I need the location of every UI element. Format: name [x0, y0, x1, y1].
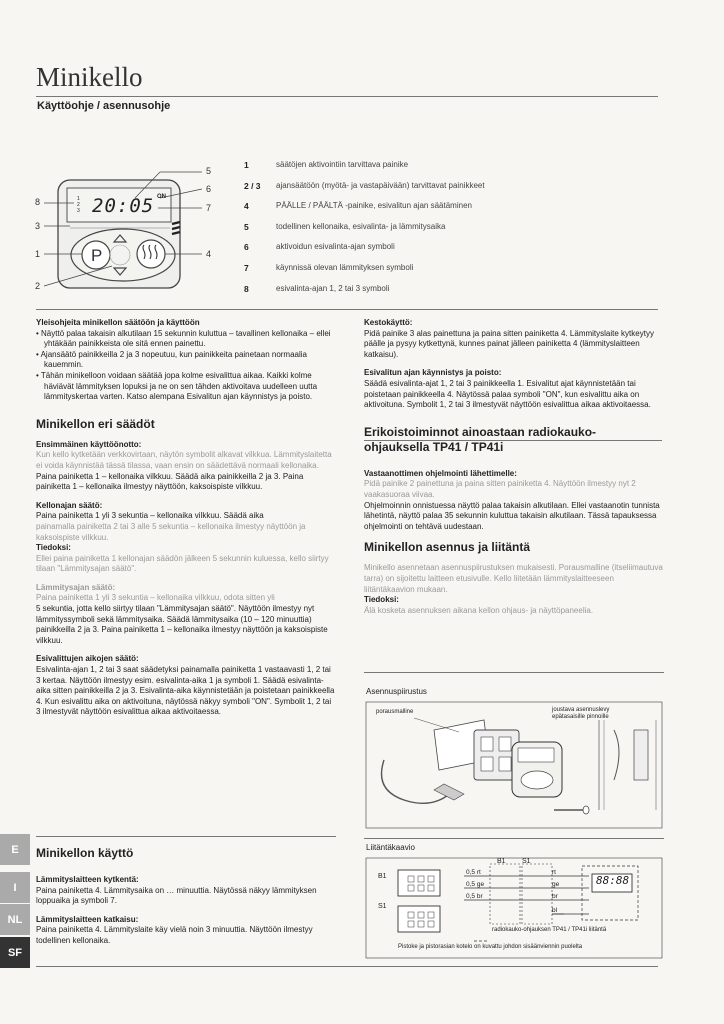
install-note-heading: Tiedoksi:	[364, 595, 399, 605]
legend-row	[244, 201, 574, 222]
legend-number: 8	[244, 283, 249, 294]
preset-heading: Esivalittujen aikojen säätö:	[36, 654, 139, 664]
receiver-faint: Pidä painike 2 painettuna ja paina sitten painiketta 4. Näyttöön ilmestyy nyt 2 vaakasuoraa viivaa.	[364, 479, 636, 499]
wire-color: rt	[552, 869, 556, 876]
header-rule	[36, 96, 658, 97]
wire-color: ge	[552, 881, 560, 888]
general-bullet-text: Ajansäätö painikkeilla 2 ja 3 nopeutuu, kun painikkeita painetaan normaalia kauemmin.	[40, 349, 307, 370]
preset-text: Esivalinta-ajan 1, 2 tai 3 saat säädetyksi painamalla painiketta 1 vastaavasti 1, 2 tai 3 kertaa. Näyttöön ilmestyy esim. esivalinta-aika 1 ja symboli 1. Säädä esivalinta-aika sitten painikkeilla 2 ja 3. Esivalinta-aika käynnistetään ja poistetaan painikkeella 4. Kun esivalittu aika on aktivoituna, näytössä näkyy symboli "ON". Symbolit 1, 2 tai 3 ilmestyvät näyttöön esivalittua aikaa aktivoitaessa.	[36, 665, 335, 717]
start-text: Säädä esivalinta-ajat 1, 2 tai 3 painikkeella 1. Esivalitut ajat käynnistetään tai poistetaan painikkeella 4. Näytössä palaa symboli "ON", kun esivalittu aika on aktivoituna. Symbolit 1, 2 tai 3 ilmestyvät näyttöön esivalittua aikaa aktivoitaessa.	[364, 378, 651, 410]
legend-text: käynnissä olevan lämmityksen symboli	[276, 262, 414, 272]
legend-number: 7	[244, 262, 249, 273]
clock-note-heading: Tiedoksi:	[36, 543, 71, 553]
right-column	[364, 318, 664, 616]
legend-row	[244, 242, 574, 263]
wiring-s1-label: S1	[378, 903, 387, 910]
wire-label: 0,5 rt	[466, 869, 481, 876]
page-title: Minikello	[36, 62, 143, 92]
display-time: 20:05	[92, 195, 155, 217]
figure-legend	[244, 160, 574, 304]
legend-row	[244, 222, 574, 243]
drawing-title: Asennuspiirustus	[366, 687, 427, 696]
general-bullet: • Tähän minikelloon voidaan säätää jopa kolme esivalittua aikaa. Kaikki kolme häviävät lämmityksen lopuksi ja ne on sen tähden aktivoitava uudelleen uutta lämmityskertaa varten. Katso alempana Esivalitun ajan käynnistys ja poisto.	[36, 370, 318, 402]
callout-4: 4	[206, 249, 212, 259]
left-column	[36, 318, 336, 718]
section-rule	[36, 309, 658, 310]
install-heading: Minikellon asennus ja liitäntä	[364, 540, 531, 555]
language-tab-nl[interactable]: NL	[0, 904, 30, 935]
legend-row	[244, 181, 574, 202]
language-tab-e[interactable]: E	[0, 834, 30, 865]
wiring-display: 88:88	[596, 874, 630, 887]
display-on-label: ON	[157, 194, 166, 200]
special-heading: Erikoistoiminnot ainoastaan radiokauko-ohjauksella TP41 / TP41i	[364, 424, 597, 454]
legend-row	[244, 160, 574, 181]
wire-label: 0,5 ge	[466, 881, 485, 888]
clock-note: Ellei paina painiketta 1 kellonajan säädön jälkeen 5 sekunnin kuluessa, kello siirtyy tilaan "Lämmitysajan säätö".	[36, 553, 329, 574]
install-faint: Minikello asennetaan asennuspiirustuksen mukaisesti. Porausmalline (itseliimautuva tarra) on sijoitettu laitteen etusivulle. Kello liitetään lämmityslaitteeseen liitäntäkaavion mukaan.	[364, 563, 663, 594]
footer-rule	[36, 966, 658, 967]
button-1-p: P	[91, 246, 103, 265]
plug-s1	[398, 906, 440, 932]
legend-number: 2 / 3	[244, 180, 261, 191]
legend-text: säätöjen aktivointiin tarvittava painike	[276, 160, 409, 169]
callout-7: 7	[206, 203, 212, 213]
callout-2: 2	[35, 281, 41, 291]
drawing-rule	[364, 672, 664, 673]
usage-rule	[36, 836, 336, 837]
clock-text: Paina painiketta 1 yli 3 sekuntia – kellonaika vilkkuu. Säädä aika	[36, 511, 264, 521]
wiring-b1-label: B1	[378, 873, 387, 880]
settings-heading: Minikellon eri säädöt	[36, 416, 155, 431]
first-use-faint: Kun kello kytketään verkkovirtaan, näytön symbolit alkavat vilkkua. Lämmityslaitetta ei voida käynnistää tässä tilassa, vaan ensin on säädettävä normaali kellonaika.	[36, 450, 332, 470]
language-tab-sf[interactable]: SF	[0, 937, 30, 968]
callout-1: 1	[35, 249, 41, 259]
wire-label: 0,5 br	[466, 893, 483, 900]
continuous-heading: Kestokäyttö:	[364, 318, 413, 327]
receiver-heading: Vastaanottimen ohjelmointi lähettimelle:	[364, 468, 517, 478]
first-use-text: Paina painiketta 1 – kellonaika vilkkuu. Säädä aika painikkeilla 2 ja 3. Paina painiketta 1 – kellonaika ilmestyy näyttöön, kaksoispiste vilkkuu.	[36, 471, 304, 492]
heating-heading: Lämmitysajan säätö:	[36, 582, 116, 592]
legend-text: todellinen kellonaika, esivalinta- ja lämmitysaika	[276, 221, 446, 231]
general-bullet-text: Näyttö palaa takaisin alkutilaan 15 sekunnin kuluttua – tavallinen kellonaika – ellei yhtäkään painikkeista ole sitä ennen painettu.	[41, 328, 331, 349]
start-heading: Esivalitun ajan käynnistys ja poisto:	[364, 368, 502, 378]
wire-color: bl	[552, 907, 558, 914]
clock-faint: painamalla painiketta 2 tai 3 alle 5 sekuntia – kellonaika ilmestyy näyttöön ja kaksoispiste vilkkuu.	[36, 521, 306, 542]
callout-6: 6	[206, 184, 212, 194]
drawing-plate-label: joustava asennuslevy epätasaisille pinnoille	[552, 707, 610, 720]
heating-text: 5 sekuntia, jotta kello siirtyy tilaan "Lämmitysajan säätö". Näyttöön ilmestyy nyt lämmityssymboli sekä lämmitysaika. Säädä lämmitysaika (10 – 120 minuuttia) painikkeilla 2 ja 3. Paina painiketta 1 – kellonaika ilmestyy näyttöön ja kaksoispiste vilkkuu.	[36, 604, 328, 645]
wiring-footer: Pistoke ja pistorasian kotelo on kuvattu johdon sisäänviennin puolelta	[398, 944, 583, 950]
callout-3: 3	[35, 221, 41, 231]
legend-row	[244, 263, 574, 284]
legend-text: esivalinta-ajan 1, 2 tai 3 symboli	[276, 283, 390, 293]
legend-number: 1	[244, 160, 249, 170]
legend-number: 4	[244, 201, 249, 212]
first-use-heading: Ensimmäinen käyttöönotto:	[36, 439, 142, 449]
usage-section	[36, 846, 336, 947]
general-heading: Yleisohjeita minikellon säätöön ja käyttöön	[36, 318, 200, 327]
legend-text: PÄÄLLE / PÄÄLTÄ -painike, esivalitun ajan säätäminen	[276, 201, 472, 211]
clock-heading: Kellonajan säätö:	[36, 500, 103, 510]
wiring-title: Liitäntäkaavio	[366, 843, 415, 852]
special-rule	[364, 440, 662, 441]
heating-faint: Paina painiketta 1 yli 3 sekuntia – kellonaika vilkkuu, odota sitten yli	[36, 593, 275, 603]
language-tab-i[interactable]: I	[0, 872, 30, 903]
plug-b1	[398, 870, 440, 896]
general-bullet: • Näyttö palaa takaisin alkutilaan 15 sekunnin kuluttua – tavallinen kellonaika – ellei yhtäkään painikkeista ole sitä ennen painettu.	[36, 328, 331, 349]
display-index: 1 2 3	[77, 196, 80, 214]
wiring-s1-top: S1	[522, 858, 531, 865]
device-figure	[30, 158, 220, 294]
page-subtitle: Käyttöohje / asennusohje	[37, 100, 171, 112]
receiver-text: Ohjelmoinnin onnistuessa näyttö palaa takaisin alkutilaan. Ellei vastaanotin tunnista lähetintä, näyttö palaa 35 sekunnin kuluttua takaisin alkutilaan. Tässä tapauksessa ohjelmointi on tehtävä uudestaan.	[364, 500, 660, 531]
usage-heading: Minikellon käyttö	[36, 846, 134, 860]
wiring-rule	[364, 838, 664, 839]
connector	[434, 784, 464, 800]
wire-color: br	[552, 893, 558, 900]
callout-5: 5	[206, 166, 212, 176]
continuous-text: Pidä painike 3 alas painettuna ja paina sitten painiketta 4. Lämmityslaite kytkeytyy päälle ja pysyy kytkettynä, kunnes painat jälleen painiketta 4 (lämmityslaitteen katkaisu).	[364, 328, 654, 359]
usage-on-text: Paina painiketta 4. Lämmitysaika on … minuuttia. Näytössä näkyy lämmityksen loppuaika ja symboli 7.	[36, 885, 317, 906]
legend-text: aktivoidun esivalinta-ajan symboli	[276, 242, 395, 252]
general-bullet: • Ajansäätö painikkeilla 2 ja 3 nopeutuu, kun painikkeita painetaan normaalia kauemmin.	[36, 349, 307, 370]
install-note: Älä kosketa asennuksen aikana kellon ohjaus- ja näyttöpaneelia.	[364, 605, 594, 615]
legend-number: 5	[244, 221, 249, 232]
drawing-template-label: porausmalline	[376, 709, 414, 715]
usage-on-heading: Lämmityslaitteen kytkentä:	[36, 875, 139, 884]
usage-off-text: Paina painiketta 4. Lämmityslaite käy vielä noin 3 minuuttia. Näyttöön ilmestyy todellinen kellonaika.	[36, 925, 313, 945]
general-bullet-text: Tähän minikelloon voidaan säätää jopa kolme esivalittua aikaa. Kaikki kolme häviävät lämmityksen lopuksi ja ne on sen tähden aktivoitava uudelleen uutta lämmityskertaa varten. Katso alempana Esivalitun ajan käynnistys ja poisto.	[40, 370, 318, 402]
callout-8: 8	[35, 197, 41, 207]
wiring-b1-top: B1	[497, 858, 506, 865]
legend-text: ajansäätöön (myötä- ja vastapäivään) tarvittavat painikkeet	[276, 180, 485, 190]
legend-row	[244, 284, 574, 305]
usage-off-heading: Lämmityslaitteen katkaisu:	[36, 914, 139, 924]
wiring-radio-label: radiokauko-ohjauksen TP41 / TP41i liitäntä	[492, 927, 607, 933]
legend-number: 6	[244, 242, 249, 253]
